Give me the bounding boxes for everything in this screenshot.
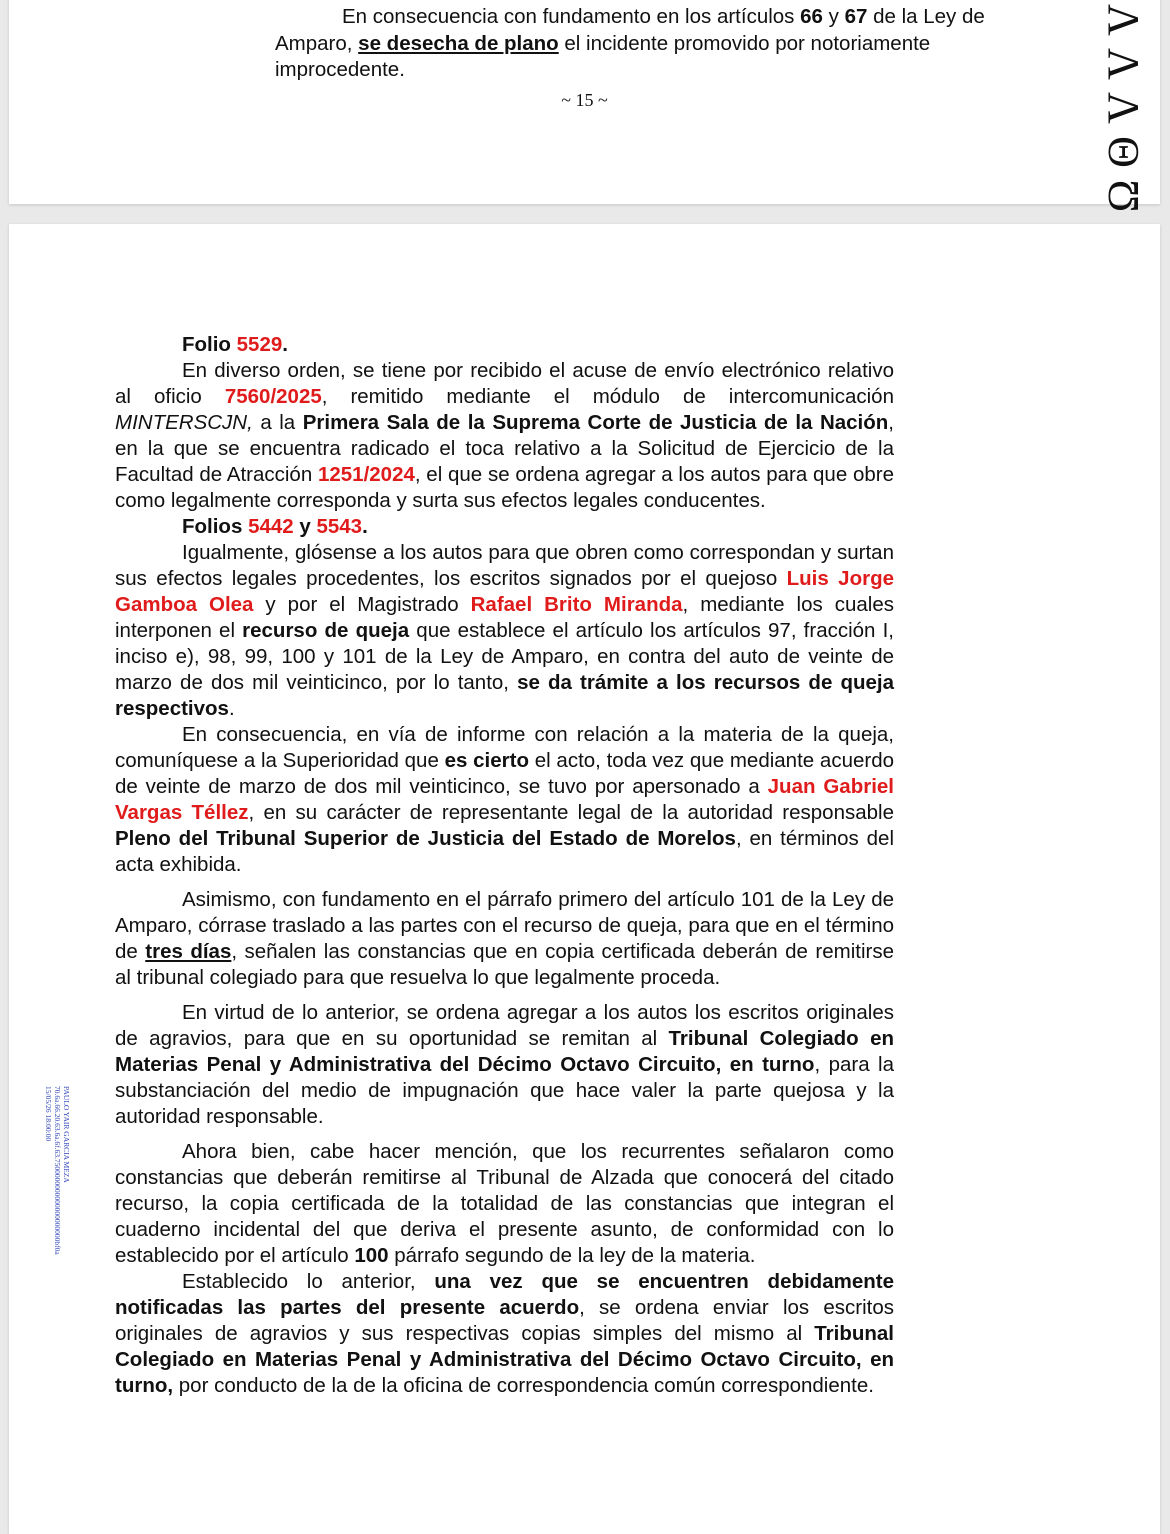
article-66: 66 — [800, 5, 823, 28]
paragraph-acuse: En diverso orden, se tiene por recibido el acuse de envío electrónico relativo al oficio 7560/2025, remitido mediante el módulo de intercomunicación MINTERSCJN, a la Primera Sala de la Suprema Corte de Justicia de la Nación, en la que se encuentra radicado el toca relativo a la Solicitud de Ejercicio de la Facultad de Atracción 1251/2024, el que se ordena agregar a los autos para que obre como legalmente corresponda y surta sus efectos legales conducentes. — [115, 359, 894, 512]
folios-heading: Folios 5442 y 5543. — [182, 515, 368, 538]
current-page — [9, 224, 1160, 1534]
folio-heading: Folio 5529. — [182, 333, 288, 356]
previous-page-text: En consecuencia con fundamento en los artículos 66 y 67 de la Ley de Amparo, se desecha de plano el incidente promovido por notoriamente improcedente. — [275, 5, 985, 81]
article-67: 67 — [844, 5, 868, 28]
paragraph-queja: Igualmente, glósense a los autos para que obren como correspondan y surtan sus efectos legales procedentes, los escritos signados por el quejoso Luis Jorge Gamboa Olea y por el Magistrado Rafael Brito Miranda, mediante los cuales interponen el recurso de queja que establece el artículo los artículos 97, fracción I, inciso e), 98, 99, 100 y 101 de la Ley de Amparo, en contra del auto de veinte de marzo de dos mil veinticinco, por lo tanto, se da trámite a los recursos de queja respectivos. — [115, 541, 895, 720]
paragraph-constancias: Ahora bien, cabe hacer mención, que los recurrentes señalaron como constancias que deberán remitirse al Tribunal de Alzada que conocerá del citado recurso, la copia certificada de la totalidad de las constancias que integran el cuaderno incidental del que deriva el presente asunto, de conformidad con lo establecido por el artículo 100 párrafo segundo de la ley de la materia. — [115, 1140, 894, 1267]
paragraph-envio: Establecido lo anterior, una vez que se encuentren debidamente notificadas las partes del presente acuerdo, se ordena enviar los escritos originales de agravios y sus respectivas copias simples del mismo al Tribunal Colegiado en Materias Penal y Administrativa del Décimo Octavo Circuito, en turno, por conducto de la de la oficina de correspondencia común correspondiente. — [115, 1270, 894, 1397]
paragraph-agravios: En virtud de lo anterior, se ordena agregar a los autos los escritos originales de agravios, para que en su oportunidad se remitan al Tribunal Colegiado en Materias Penal y Administrativa del Décimo Octavo Circuito, en turno, para la substanciación del medio de impugnación que hace valer la parte quejosa y la autoridad responsable. — [115, 1001, 895, 1128]
electronic-signature-stamp: PAULO YAIR GARCIA MEZA 70.6a.66.20.63.6a.6f.63.7500000000000000000000bf0a 15/05/26 18:00:00 — [44, 1086, 71, 1255]
paragraph-traslado: Asimismo, con fundamento en el párrafo primero del artículo 101 de la Ley de Amparo, córrase traslado a las partes con el recurso de queja, para que en el término de tres días, señalen las constancias que en copia certificada deberán de remitirse al tribunal colegiado para que resuelva lo que legalmente proceda. — [115, 888, 894, 989]
paragraph-informe: En consecuencia, en vía de informe con relación a la materia de la queja, comuníquese a la Superioridad que es cierto el acto, toda vez que mediante acuerdo de veinte de marzo de dos mil veinticinco, se tuvo por apersonado a Juan Gabriel Vargas Téllez, en su carácter de representante legal de la autoridad responsable Pleno del Tribunal Superior de Justicia del Estado de Morelos, en términos del acta exhibida. — [115, 723, 894, 876]
previous-page — [9, 0, 1160, 213]
side-symbol-strip: Ʌ Ʌ Λ Θ Ʊ — [1099, 4, 1148, 213]
document-body — [115, 332, 894, 1399]
page-number: ~ 15 ~ — [561, 90, 608, 110]
desecha-emphasis: se desecha de plano — [358, 31, 559, 55]
